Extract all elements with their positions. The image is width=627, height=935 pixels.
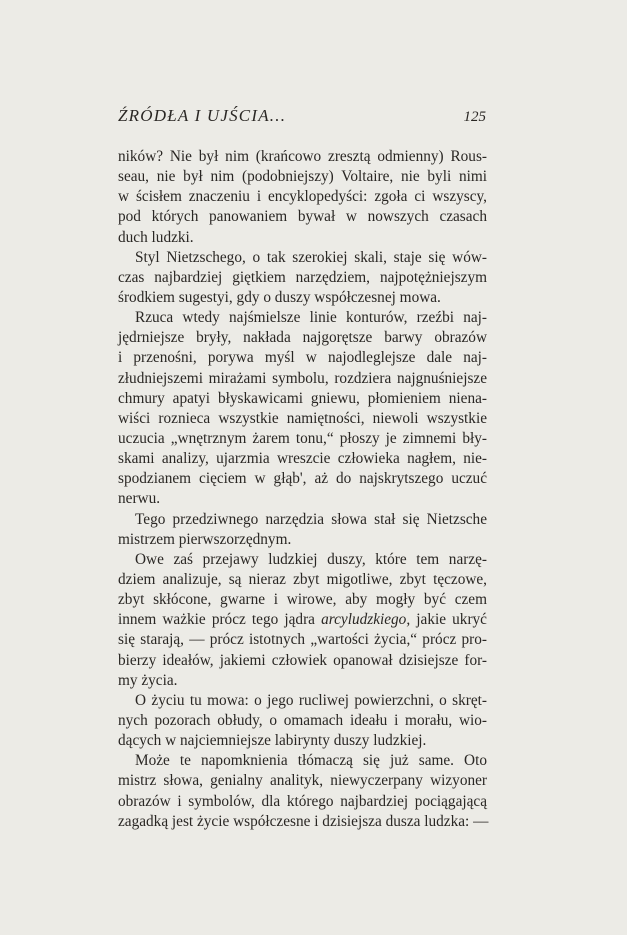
running-header	[118, 106, 486, 132]
text-line: my życia.	[118, 671, 178, 689]
text-line: złudniejszemi mirażami symbolu, rozdziera najgnuśniejsze	[118, 369, 487, 387]
text-line: pod których panowaniem bywał w nowszych czasach	[118, 208, 487, 226]
text-line: Tego przedziwnego narzędzia słowa stał się Nietzsche	[135, 510, 487, 528]
text-line: bierzy ideałów, jakiemi człowiek opanował dzisiejsze for-	[118, 651, 487, 669]
text-line: ników? Nie był nim (krańcowo zresztą odmienny) Rous-	[118, 148, 487, 165]
text-line: jędrniejsze bryły, nakłada najgorętsze barwy obrazów	[118, 329, 487, 347]
text-line: innem ważkie prócz tego jądra arcyludzkiego, jakie ukryć	[118, 611, 487, 629]
text-line: czas najbardziej giętkiem narzędziem, najpotężniejszym	[118, 268, 487, 286]
text-line: spodzianem cięciem w głąb', aż do najskrytszego uczuć	[118, 470, 487, 488]
text-line: O życiu tu mowa: o jego rucliwej powierzchni, o skręt-	[135, 691, 487, 709]
text-line: seau, nie był nim (podobniejszy) Voltaire, nie byli nimi	[118, 168, 487, 186]
text-line: Owe zaś przejawy ludzkiej duszy, które tem narzę-	[135, 550, 487, 568]
text-line: dących w najciemniejsze labirynty duszy ludzkiej.	[118, 732, 427, 750]
body-text	[118, 147, 487, 832]
chapter-title: ŹRÓDŁA I UJŚCIA...	[118, 106, 287, 125]
text-line: w ścisłem znaczeniu i encyklopedyści: zgoła ci wszyscy,	[118, 188, 487, 206]
page-number: 125	[463, 109, 486, 125]
text-line: nych pozorach obłudy, o omamach ideału i morału, wio-	[118, 711, 487, 729]
text-line: chmury apatyi błyskawicami gniewu, płomieniem niena-	[118, 389, 487, 407]
text-line: nerwu.	[118, 490, 161, 508]
italic-word: arcyludzkiego,	[321, 611, 411, 629]
text-line: Rzuca wtedy najśmielsze linie konturów, rzeźbi naj-	[135, 309, 487, 327]
text-line: Styl Nietzschego, o tak szerokiej skali, staje się wów-	[135, 248, 487, 266]
text-line: się starają, — prócz istotnych „wartości życia,“ prócz pro-	[118, 631, 487, 649]
text-line: zbyt skłócone, gwarne i wirowe, aby mogły być czem	[118, 591, 487, 609]
text-line: zagadką jest życie współczesne i dzisiejsza dusza ludzka: —	[118, 812, 489, 830]
text-line: obrazów i symbolów, dla którego najbardziej pociągającą	[118, 792, 487, 810]
text-line: środkiem sugestyi, gdy o duszy współczesnej mowa.	[118, 288, 441, 306]
text-line: mistrz słowa, genialny analityk, niewyczerpany wizyoner	[118, 772, 487, 790]
text-line: uczucia „wnętrznym żarem tonu,“ płoszy je zimnemi bły-	[118, 429, 487, 447]
text-line: skami analizy, ujarzmia wreszcie człowieka nagłem, nie-	[118, 450, 487, 468]
text-line: wiści roznieca wszystkie namiętności, niewoli wszystkie	[118, 409, 487, 427]
text-line: dziem analizuje, są nieraz zbyt migotliwe, zbyt tęczowe,	[118, 570, 487, 588]
text-line: duch ludzki.	[118, 228, 194, 246]
text-line: Może te napomknienia tłómaczą się już same. Oto	[135, 752, 487, 770]
text-line: i przenośni, porywa myśl w najodleglejsze dale naj-	[118, 349, 487, 367]
text-line: mistrzem pierwszorzędnym.	[118, 530, 292, 548]
